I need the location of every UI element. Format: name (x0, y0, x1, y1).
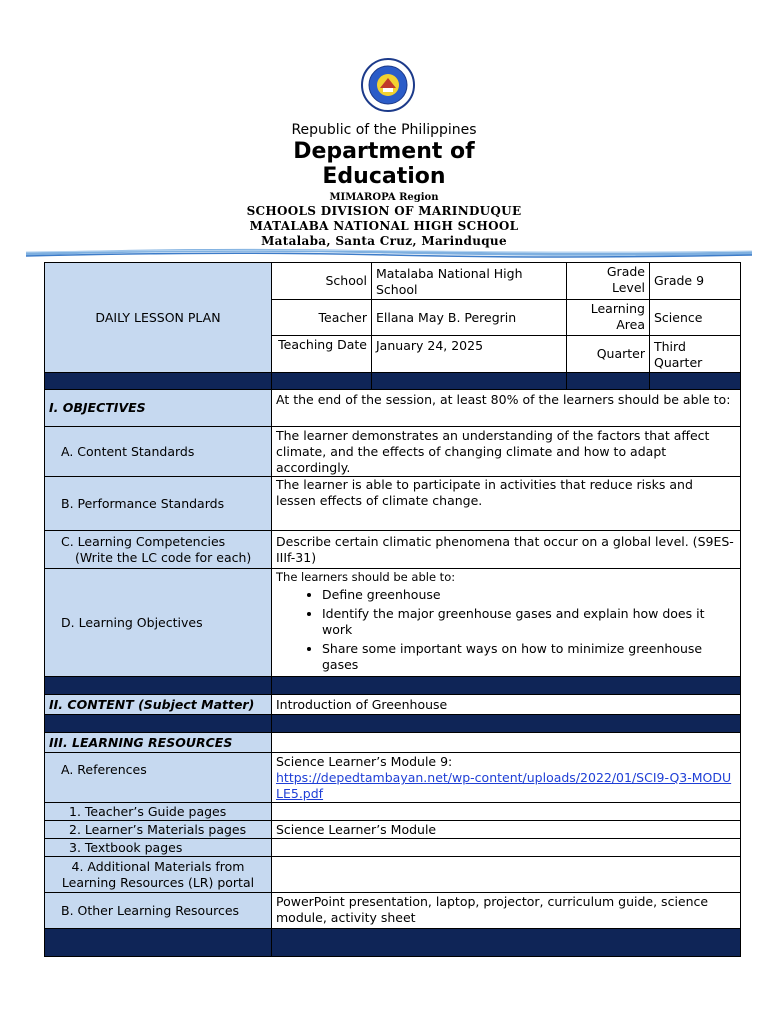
band-cell (567, 373, 650, 390)
band-cell (45, 715, 272, 733)
objectives-row (45, 390, 741, 427)
deped-seal-icon (358, 58, 418, 112)
band-cell (272, 715, 741, 733)
date-label: Teaching Date (272, 336, 372, 373)
content-row (45, 695, 741, 715)
content-standards-text: The learner demonstrates an understanding of the factors that affect climate, and the effects of changing climate and how to adapt accordingly. (272, 427, 741, 477)
grade-value: Grade 9 (650, 263, 741, 300)
other-resources-label: B. Other Learning Resources (45, 893, 272, 929)
band-row (45, 677, 741, 695)
tb-value (272, 839, 741, 857)
objectives-heading: I. OBJECTIVES (45, 390, 272, 427)
division-line: SCHOOLS DIVISION OF MARINDUQUE (246, 204, 522, 218)
plan-title: DAILY LESSON PLAN (95, 309, 221, 325)
competencies-row (45, 531, 741, 569)
references-row (45, 753, 741, 803)
additional-value (272, 857, 741, 893)
header-divider (26, 248, 752, 260)
list-item: • Define greenhouse (322, 587, 736, 603)
band-cell (45, 373, 272, 390)
references-cell (272, 753, 741, 803)
quarter-label: Quarter (567, 336, 650, 373)
band-cell (372, 373, 567, 390)
school-label: School (272, 263, 372, 300)
school-value: Matalaba National High School (372, 263, 567, 300)
content-standards-row (45, 427, 741, 477)
list-item: • Identify the major greenhouse gases and explain how does it work (322, 606, 736, 638)
band-cell (272, 929, 741, 957)
performance-standards-row (45, 477, 741, 531)
performance-standards-label: B. Performance Standards (45, 477, 272, 531)
competencies-label: C. Learning Competencies (61, 533, 226, 549)
band-cell (272, 373, 372, 390)
teacher-label: Teacher (272, 300, 372, 336)
tg-value (272, 803, 741, 821)
competencies-text: Describe certain climatic phenomena that occur on a global level. (S9ES-IIIf-31) (272, 531, 741, 569)
resources-heading: III. LEARNING RESOURCES (45, 733, 272, 753)
module-link[interactable]: https://depedtambayan.net/wp-content/uploads/2022/01/SCI9-Q3-MODULE5.pdf (276, 770, 732, 801)
additional-label: 4. Additional Materials from Learning Resources (LR) portal (45, 857, 272, 893)
learning-objectives-intro: The learners should be able to: (276, 570, 456, 584)
area-value: Science (650, 300, 741, 336)
content-standards-label: A. Content Standards (45, 427, 272, 477)
tb-label: 3. Textbook pages (45, 839, 272, 857)
lm-label: 2. Learner’s Materials pages (45, 821, 272, 839)
content-value: Introduction of Greenhouse (272, 695, 741, 715)
resources-empty (272, 733, 741, 753)
teacher-value: Ellana May B. Peregrin (372, 300, 567, 336)
other-resources-value: PowerPoint presentation, laptop, projector, curriculum guide, science module, activity sheet (272, 893, 741, 929)
grade-label: Grade Level (567, 263, 650, 300)
band-cell (650, 373, 741, 390)
tg-label: 1. Teacher’s Guide pages (45, 803, 272, 821)
region-line: MIMAROPA Region (329, 192, 439, 203)
learning-objectives-label: D. Learning Objectives (45, 569, 272, 677)
learning-objectives-row (45, 569, 741, 677)
objectives-intro: At the end of the session, at least 80% of the learners should be able to: (272, 390, 741, 427)
references-label: A. References (45, 753, 272, 803)
resources-row (45, 733, 741, 753)
band-row (45, 715, 741, 733)
department-title (0, 139, 768, 189)
band-cell (45, 677, 272, 695)
band-cell (45, 929, 272, 957)
other-resources-row (45, 893, 741, 929)
info-row-school (45, 263, 741, 300)
band-row (45, 373, 741, 390)
learning-objectives-cell (272, 569, 741, 677)
competencies-note: (Write the LC code for each) (75, 549, 252, 565)
learning-objectives-list (276, 587, 736, 673)
competencies-label-cell (45, 531, 272, 569)
additional-row (45, 857, 741, 893)
list-item: • Share some important ways on how to minimize greenhouse gases (322, 641, 736, 673)
tb-row (45, 839, 741, 857)
lm-value: Science Learner’s Module (272, 821, 741, 839)
content-heading: II. CONTENT (Subject Matter) (45, 695, 272, 715)
republic-line: Republic of the Philippines (291, 122, 477, 138)
lm-row (45, 821, 741, 839)
area-label: Learning Area (567, 300, 650, 336)
address-line: Matalaba, Santa Cruz, Marinduque (261, 234, 507, 248)
date-value: January 24, 2025 (372, 336, 567, 373)
plan-title-cell (45, 263, 272, 373)
band-row (45, 929, 741, 957)
tg-row (45, 803, 741, 821)
school-line: MATALABA NATIONAL HIGH SCHOOL (249, 219, 519, 233)
band-cell (272, 677, 741, 695)
quarter-value: Third Quarter (650, 336, 741, 373)
performance-standards-text: The learner is able to participate in activities that reduce risks and lessen effects of climate change. (272, 477, 741, 531)
references-text: Science Learner’s Module 9: (276, 754, 453, 769)
department-name: Department of Education (293, 139, 475, 189)
lesson-plan-table (44, 262, 741, 957)
